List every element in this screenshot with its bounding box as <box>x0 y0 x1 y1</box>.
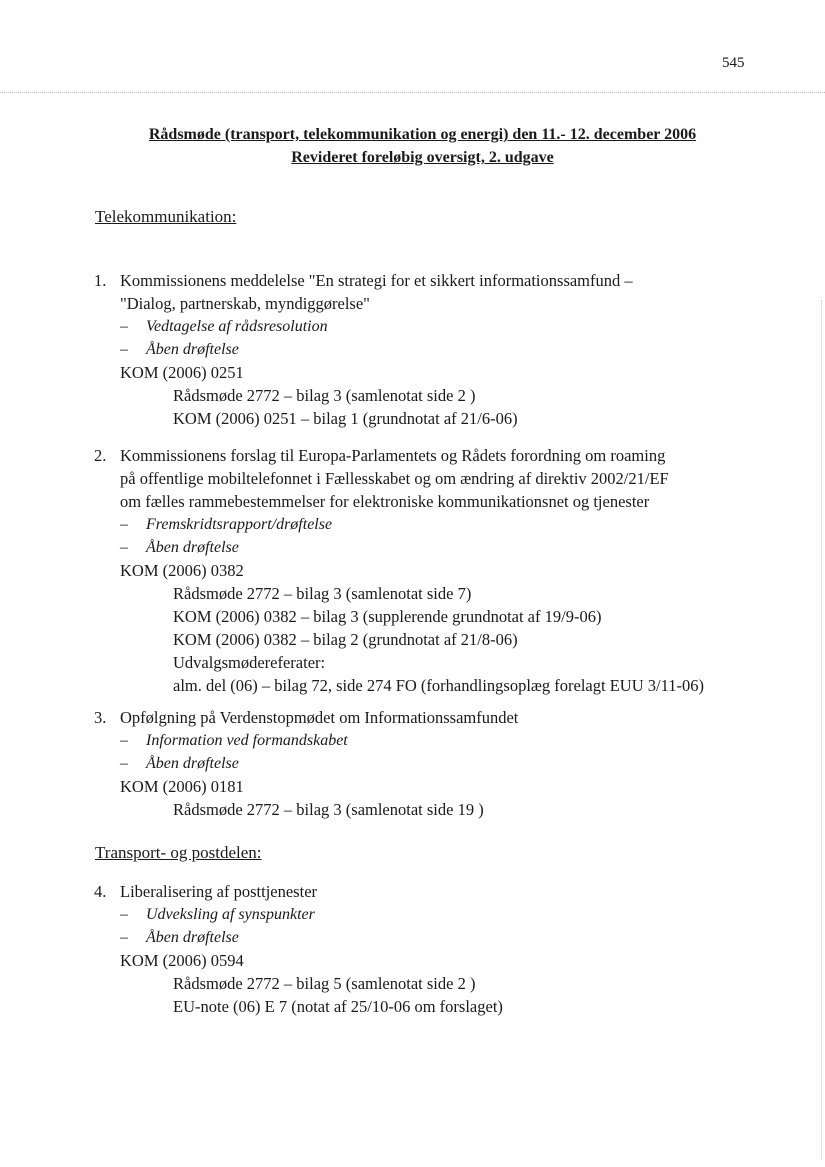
document-line: Rådsmøde 2772 – bilag 3 (samlenotat side 2 ) <box>173 386 476 405</box>
item-reference: KOM (2006) 0382 <box>120 561 244 580</box>
item-documents <box>120 384 794 430</box>
item-documents <box>120 582 794 697</box>
document-line: Rådsmøde 2772 – bilag 5 (samlenotat side 2 ) <box>173 974 476 993</box>
page-number: 545 <box>722 55 745 71</box>
item-number: 4. <box>94 882 107 901</box>
document-line: KOM (2006) 0251 – bilag 1 (grundnotat af 21/6-06) <box>173 409 518 428</box>
item-sub-point <box>120 513 794 536</box>
header-title: Rådsmøde (transport, telekommunikation og energi) den 11.- 12. december 2006 <box>148 126 697 143</box>
item-sub-point <box>120 752 794 775</box>
section-heading-transport: Transport- og postdelen: <box>95 843 262 862</box>
item-sub-point <box>120 338 794 361</box>
agenda-item-2 <box>94 444 794 697</box>
item-title-line: om fælles rammebestemmelser for elektroniske kommunikationsnet og tjenester <box>120 492 650 511</box>
item-title-line: Kommissionens meddelelse "En strategi for et sikkert informationssamfund – <box>120 271 633 290</box>
item-title-line: Opfølgning på Verdenstopmødet om Informationssamfundet <box>120 708 519 727</box>
item-sub-point <box>120 729 794 752</box>
document-line: KOM (2006) 0382 – bilag 2 (grundnotat af 21/8-06) <box>173 630 518 649</box>
agenda-item-4 <box>94 880 794 1018</box>
sub-point-text: Åben drøftelse <box>146 929 239 946</box>
document-header <box>0 123 825 169</box>
item-sub-point <box>120 536 794 559</box>
dash-mark: – <box>120 516 128 533</box>
item-sub-point <box>120 926 794 949</box>
item-title-line: Kommissionens forslag til Europa-Parlamentets og Rådets forordning om roaming <box>120 446 666 465</box>
document-line: Rådsmøde 2772 – bilag 3 (samlenotat side 19 ) <box>173 800 484 819</box>
scan-edge <box>821 300 822 1160</box>
sub-point-text: Åben drøftelse <box>146 539 239 556</box>
top-divider <box>0 92 825 93</box>
dash-mark: – <box>120 755 128 772</box>
document-line: Udvalgsmødereferater: <box>173 653 326 672</box>
item-title-line: på offentlige mobiltelefonnet i Fællesskabet og om ændring af direktiv 2002/21/EF <box>120 469 669 488</box>
item-documents <box>120 798 794 821</box>
item-documents <box>120 972 794 1018</box>
section-heading-telecom: Telekommunikation: <box>95 207 237 226</box>
item-sub-point <box>120 315 794 338</box>
dash-mark: – <box>120 929 128 946</box>
sub-point-text: Information ved formandskabet <box>146 732 348 749</box>
dash-mark: – <box>120 341 128 358</box>
item-reference: KOM (2006) 0181 <box>120 777 244 796</box>
item-number: 2. <box>94 446 107 465</box>
sub-point-text: Udveksling af synspunkter <box>146 906 315 923</box>
sub-point-text: Fremskridtsrapport/drøftelse <box>146 516 333 533</box>
sub-point-text: Åben drøftelse <box>146 755 239 772</box>
agenda-item-1 <box>94 269 794 430</box>
item-title-line: Liberalisering af posttjenester <box>120 882 318 901</box>
agenda-item-3 <box>94 706 794 821</box>
sub-point-text: Åben drøftelse <box>146 341 239 358</box>
item-sub-point <box>120 903 794 926</box>
dash-mark: – <box>120 539 128 556</box>
header-subtitle: Revideret foreløbig oversigt, 2. udgave <box>291 149 554 166</box>
sub-point-text: Vedtagelse af rådsresolution <box>146 318 328 335</box>
document-line: alm. del (06) – bilag 72, side 274 FO (forhandlingsoplæg forelagt EUU 3/11-06) <box>173 676 704 695</box>
document-line: KOM (2006) 0382 – bilag 3 (supplerende grundnotat af 19/9-06) <box>173 607 602 626</box>
item-reference: KOM (2006) 0251 <box>120 363 244 382</box>
dash-mark: – <box>120 318 128 335</box>
document-line: EU-note (06) E 7 (notat af 25/10-06 om forslaget) <box>173 997 503 1016</box>
item-title-line: "Dialog, partnerskab, myndiggørelse" <box>120 294 370 313</box>
item-number: 3. <box>94 708 107 727</box>
item-number: 1. <box>94 271 107 290</box>
document-line: Rådsmøde 2772 – bilag 3 (samlenotat side 7) <box>173 584 472 603</box>
dash-mark: – <box>120 732 128 749</box>
item-reference: KOM (2006) 0594 <box>120 951 244 970</box>
dash-mark: – <box>120 906 128 923</box>
